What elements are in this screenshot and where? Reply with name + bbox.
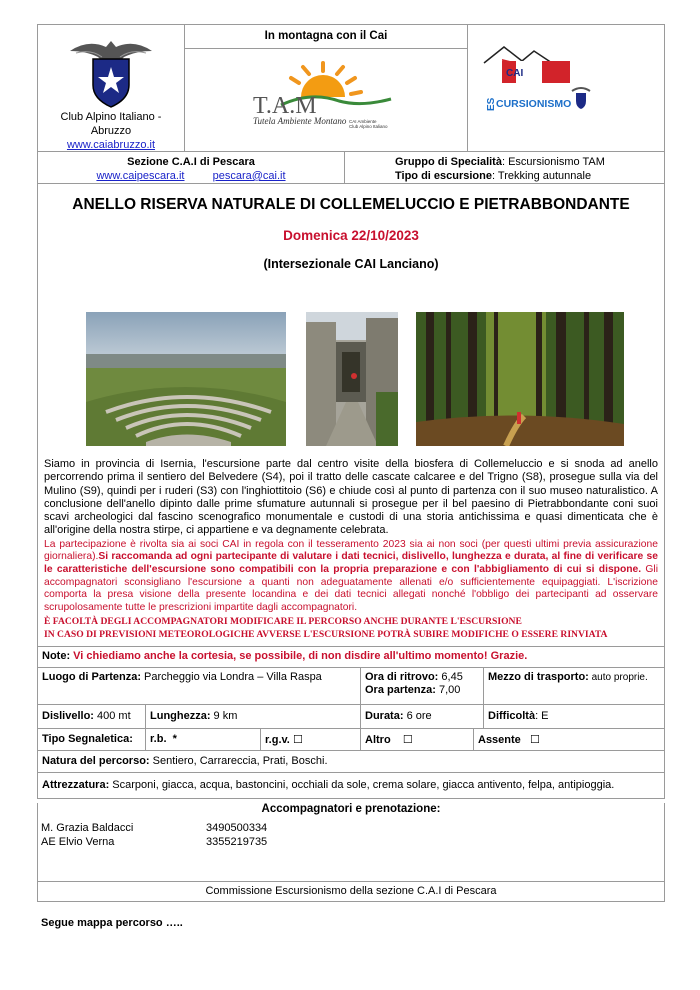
- org-name-line2: Abruzzo: [90, 125, 132, 137]
- event-description: Siamo in provincia di Isernia, l'escursione parte dal centro visite della biosfera di Collemeluccio e si snoda ad anello percorrendo prima il sentiero del Belvedere (S4), poi il tratto delle cascate calcaree e del Trigno (S8), prosegue sulla via del Mulino (S9), quindi per i ruderi (S3) con l'inghiottitoio (S6) e chiude così al punto di partenza con il suo museo naturalistico. A conclusione dell'anello dipinto dalle prime sfumature autunnali si prosegue per il bel paesino di Pietrabbondante coni suoi scavi archeologici dal fascino scenografico monumentale e custodi di una storia antichissima e quasi dimenticata che è all'origine della nostra stirpe, ci appartiene e va degnamente celebrata.: [44, 458, 658, 537]
- transport-label: Mezzo di trasporto:: [488, 671, 589, 683]
- participation-intro: La partecipazione è rivolta sia ai soci CAI in regola con il tesseramento 2023 sia ai non soci (per questi ultimi previa assicurazione giornaliera).: [44, 538, 658, 563]
- meeting-label: Ora di ritrovo:: [365, 671, 439, 683]
- group-value: : Escursionismo TAM: [501, 156, 605, 168]
- section-info: [37, 152, 665, 184]
- section-name: Sezione C.A.I di Pescara: [127, 156, 255, 168]
- escursionismo-box: [468, 25, 664, 151]
- details-row-signage: [37, 729, 665, 751]
- event-description-block: [44, 458, 658, 641]
- photo-strip: [38, 312, 664, 446]
- guide-row: [41, 835, 267, 849]
- assente-label: Assente: [478, 734, 521, 746]
- details-row-departure: [37, 668, 665, 705]
- departure-label: Luogo di Partenza:: [42, 671, 141, 683]
- warning-line1: È FACOLTÀ DEGLI ACCOMPAGNATORI MODIFICARE IL PERCORSO ANCHE DURANTE L'ESCURSIONE: [44, 616, 522, 628]
- tam-sun-logo-icon: [251, 61, 401, 133]
- map-note: Segue mappa percorso …..: [41, 917, 183, 929]
- caipescara-link[interactable]: www.caipescara.it: [96, 170, 185, 182]
- note-text: Vi chiediamo anche la cortesia, se possibile, di non disdire all'ultimo momento! Grazie.: [70, 650, 528, 662]
- guides-title: Accompagnatori e prenotazione:: [261, 803, 441, 815]
- duration-value: 6 ore: [403, 710, 432, 722]
- tam-box: [185, 25, 468, 151]
- note-row: [37, 647, 665, 668]
- type-label: Tipo di escursione: [395, 170, 492, 182]
- center-title: In montagna con il Cai: [185, 25, 467, 49]
- start-label: Ora partenza:: [365, 684, 436, 696]
- photo-ruins: [306, 312, 398, 446]
- svg-text:ES: ES: [486, 97, 497, 111]
- event-subtitle: (Intersezionale CAI Lanciano): [263, 257, 439, 271]
- group-info: [345, 152, 664, 183]
- commission-footer: Commissione Escursionismo della sezione C.A.I di Pescara: [37, 882, 665, 902]
- note-label: Note:: [42, 650, 71, 662]
- terrain-label: Natura del percorso:: [42, 755, 150, 767]
- details-row-terrain: [37, 751, 665, 773]
- svg-text:Tutela Ambiente Montano: Tutela Ambiente Montano: [253, 116, 347, 126]
- cai-eagle-logo-icon: [66, 37, 156, 109]
- duration-label: Durata:: [365, 710, 404, 722]
- details-row-metrics: [37, 705, 665, 729]
- guide-phone: 3355219735: [206, 836, 268, 848]
- email-link[interactable]: pescara@cai.it: [212, 170, 286, 182]
- assente-checkbox[interactable]: ☐: [529, 734, 540, 746]
- event-date: Domenica 22/10/2023: [283, 228, 419, 243]
- equipment-label: Attrezzatura:: [42, 779, 110, 791]
- rgv-label: r.g.v.: [265, 734, 290, 746]
- org-name-line1: Club Alpino Italiano -: [60, 111, 162, 123]
- terrain-value: Sentiero, Carrareccia, Prati, Boschi.: [149, 755, 328, 767]
- svg-text:CURSIONISMO: CURSIONISMO: [496, 98, 572, 110]
- photo-forest: [416, 312, 624, 446]
- meeting-value: 6,45: [438, 671, 463, 683]
- guides-box: [37, 803, 665, 882]
- departure-value: Parcheggio via Londra – Villa Raspa: [141, 671, 322, 683]
- participation-recommendation: Si raccomanda ad ogni partecipante di valutare i dati tecnici, dislivello, lunghezza e durata, al fine di verificare se le caratteristiche dell'escursione sono compatibili con la propria preparazione e con l'abbigliamento di cui si dispone.: [44, 551, 658, 575]
- difficulty-label: Difficoltà: [488, 710, 536, 722]
- caiabruzzo-link[interactable]: www.caiabruzzo.it: [66, 139, 156, 151]
- guide-name: AE Elvio Verna: [41, 836, 115, 848]
- photo-theatre: [86, 312, 286, 446]
- event-title: ANELLO RISERVA NATURALE DI COLLEMELUCCIO E PIETRABBONDANTE: [72, 196, 630, 213]
- header: [37, 24, 665, 152]
- cai-abruzzo-box: [38, 25, 185, 151]
- signage-label: Tipo Segnaletica:: [42, 733, 133, 745]
- guide-row: [41, 821, 267, 835]
- length-label: Lunghezza:: [150, 710, 211, 722]
- elevation-label: Dislivello:: [42, 710, 94, 722]
- rgv-checkbox[interactable]: ☐: [292, 734, 303, 746]
- difficulty-value: : E: [535, 710, 549, 722]
- equipment-value: Scarponi, giacca, acqua, bastoncini, occhiali da sole, crema solare, giacca antivento, felpa, antipioggia.: [109, 779, 615, 791]
- participation-text: [44, 539, 658, 615]
- altro-label: Altro: [365, 734, 391, 746]
- poster: [37, 24, 665, 929]
- transport-value: auto proprie.: [588, 672, 648, 683]
- type-value: : Trekking autunnale: [492, 170, 592, 182]
- group-label: Gruppo di Specialità: [395, 156, 502, 168]
- rb-mark: *: [172, 733, 177, 745]
- svg-text:CAI Ambiente: CAI Ambiente: [349, 119, 377, 124]
- participation-rest: Gli accompagnatori sconsigliano l'escursione a quanti non adeguatamente allenati e/o sufficientemente equipaggiati. L'iscrizione comporta la presa visione della presente locandina e dei dati tecnici allegati nonché l'obbligo dei partecipanti ad osservare scrupolosamente tutte le prescrizioni impartite dagli accompagnatori.: [44, 563, 658, 613]
- length-value: 9 km: [210, 710, 238, 722]
- escursionismo-logo-icon: [482, 45, 592, 125]
- guide-name: M. Grazia Baldacci: [41, 822, 134, 834]
- warning-line2: IN CASO DI PREVISIONI METEOROLOGICHE AVVERSE L'ESCURSIONE POTRÀ SUBIRE MODIFICHE O ESSERE RINVIATA: [44, 628, 608, 640]
- svg-text:T.A.M: T.A.M: [253, 93, 317, 119]
- svg-text:CAI: CAI: [506, 68, 524, 79]
- event-main: [37, 184, 665, 647]
- svg-text:Club Alpino Italiano: Club Alpino Italiano: [349, 124, 388, 129]
- guide-phone: 3490500334: [206, 822, 268, 834]
- altro-checkbox[interactable]: ☐: [402, 734, 413, 746]
- start-value: 7,00: [435, 684, 461, 696]
- elevation-value: 400 mt: [93, 710, 131, 722]
- warning-block: [44, 616, 658, 641]
- details-row-equipment: [37, 773, 665, 799]
- section-contacts: [38, 152, 345, 183]
- rb-label: r.b.: [150, 733, 167, 745]
